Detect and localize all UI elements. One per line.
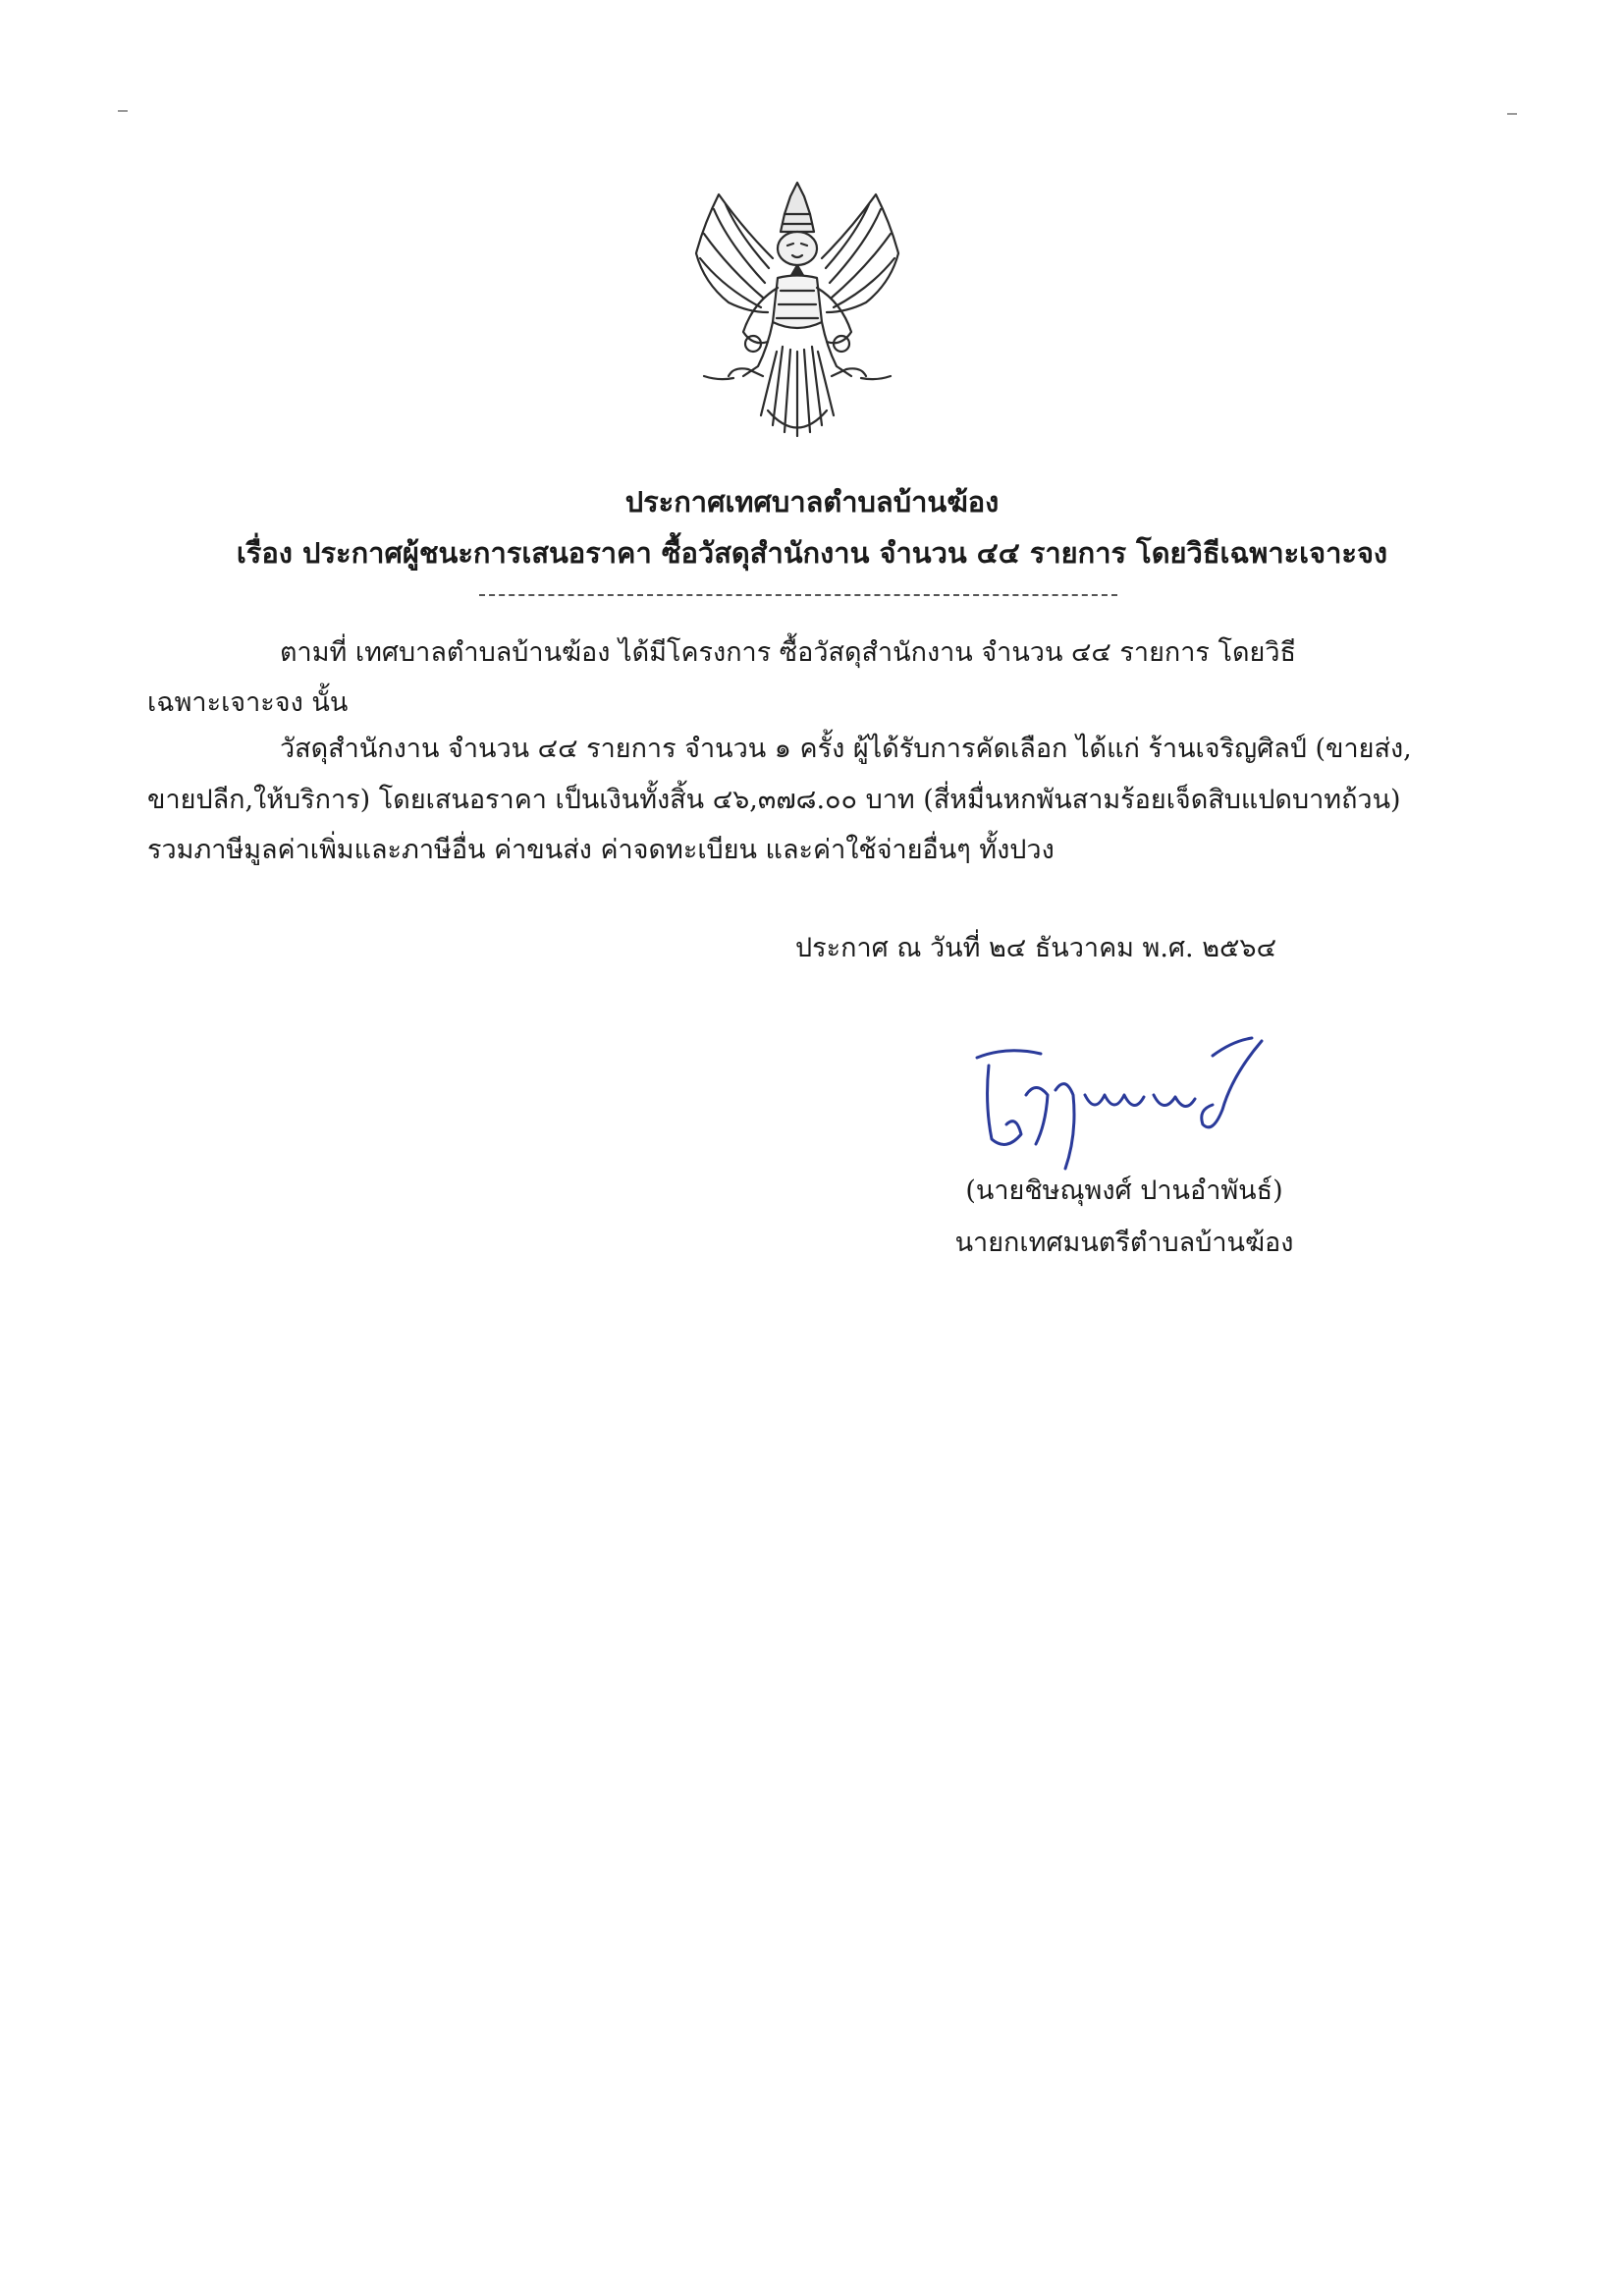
- body-line-4: ขายปลีก,ให้บริการ) โดยเสนอราคา เป็นเงินทั้งสิ้น ๔๖,๓๗๘.๐๐ บาท (สี่หมื่นหกพันสามร้อยเจ็ดสิบแปดบาทถ้วน): [147, 785, 1401, 815]
- announcement-subject: เรื่อง ประกาศผู้ชนะการเสนอราคา ซื้อวัสดุสำนักงาน จำนวน ๔๔ รายการ โดยวิธีเฉพาะเจาะจง: [236, 536, 1388, 570]
- handwritten-signature: [967, 1036, 1272, 1174]
- scan-speck: [118, 110, 128, 112]
- announce-date: ประกาศ ณ วันที่ ๒๔ ธันวาคม พ.ศ. ๒๕๖๔: [795, 933, 1277, 963]
- body-line-5: รวมภาษีมูลค่าเพิ่มและภาษีอื่น ค่าขนส่ง ค่าจดทะเบียน และค่าใช้จ่ายอื่นๆ ทั้งปวง: [147, 835, 1055, 865]
- body-line-3: วัสดุสำนักงาน จำนวน ๔๔ รายการ จำนวน ๑ ครั้ง ผู้ได้รับการคัดเลือก ได้แก่ ร้านเจริญศิลป์ (ขายส่ง,: [280, 734, 1412, 764]
- body-line-1: ตามที่ เทศบาลตำบลบ้านฆ้อง ได้มีโครงการ ซื้อวัสดุสำนักงาน จำนวน ๔๔ รายการ โดยวิธี: [280, 637, 1297, 668]
- garuda-emblem-icon: [675, 175, 920, 445]
- signer-position: นายกเทศมนตรีตำบลบ้านฆ้อง: [954, 1228, 1294, 1258]
- signer-name: (นายชิษณุพงศ์ ปานอำพันธ์): [965, 1175, 1283, 1206]
- announcement-heading: ประกาศเทศบาลตำบลบ้านฆ้อง: [624, 485, 1000, 519]
- scan-speck: [1507, 113, 1517, 115]
- separator-line: [479, 594, 1117, 596]
- body-line-2: เฉพาะเจาะจง นั้น: [147, 687, 349, 718]
